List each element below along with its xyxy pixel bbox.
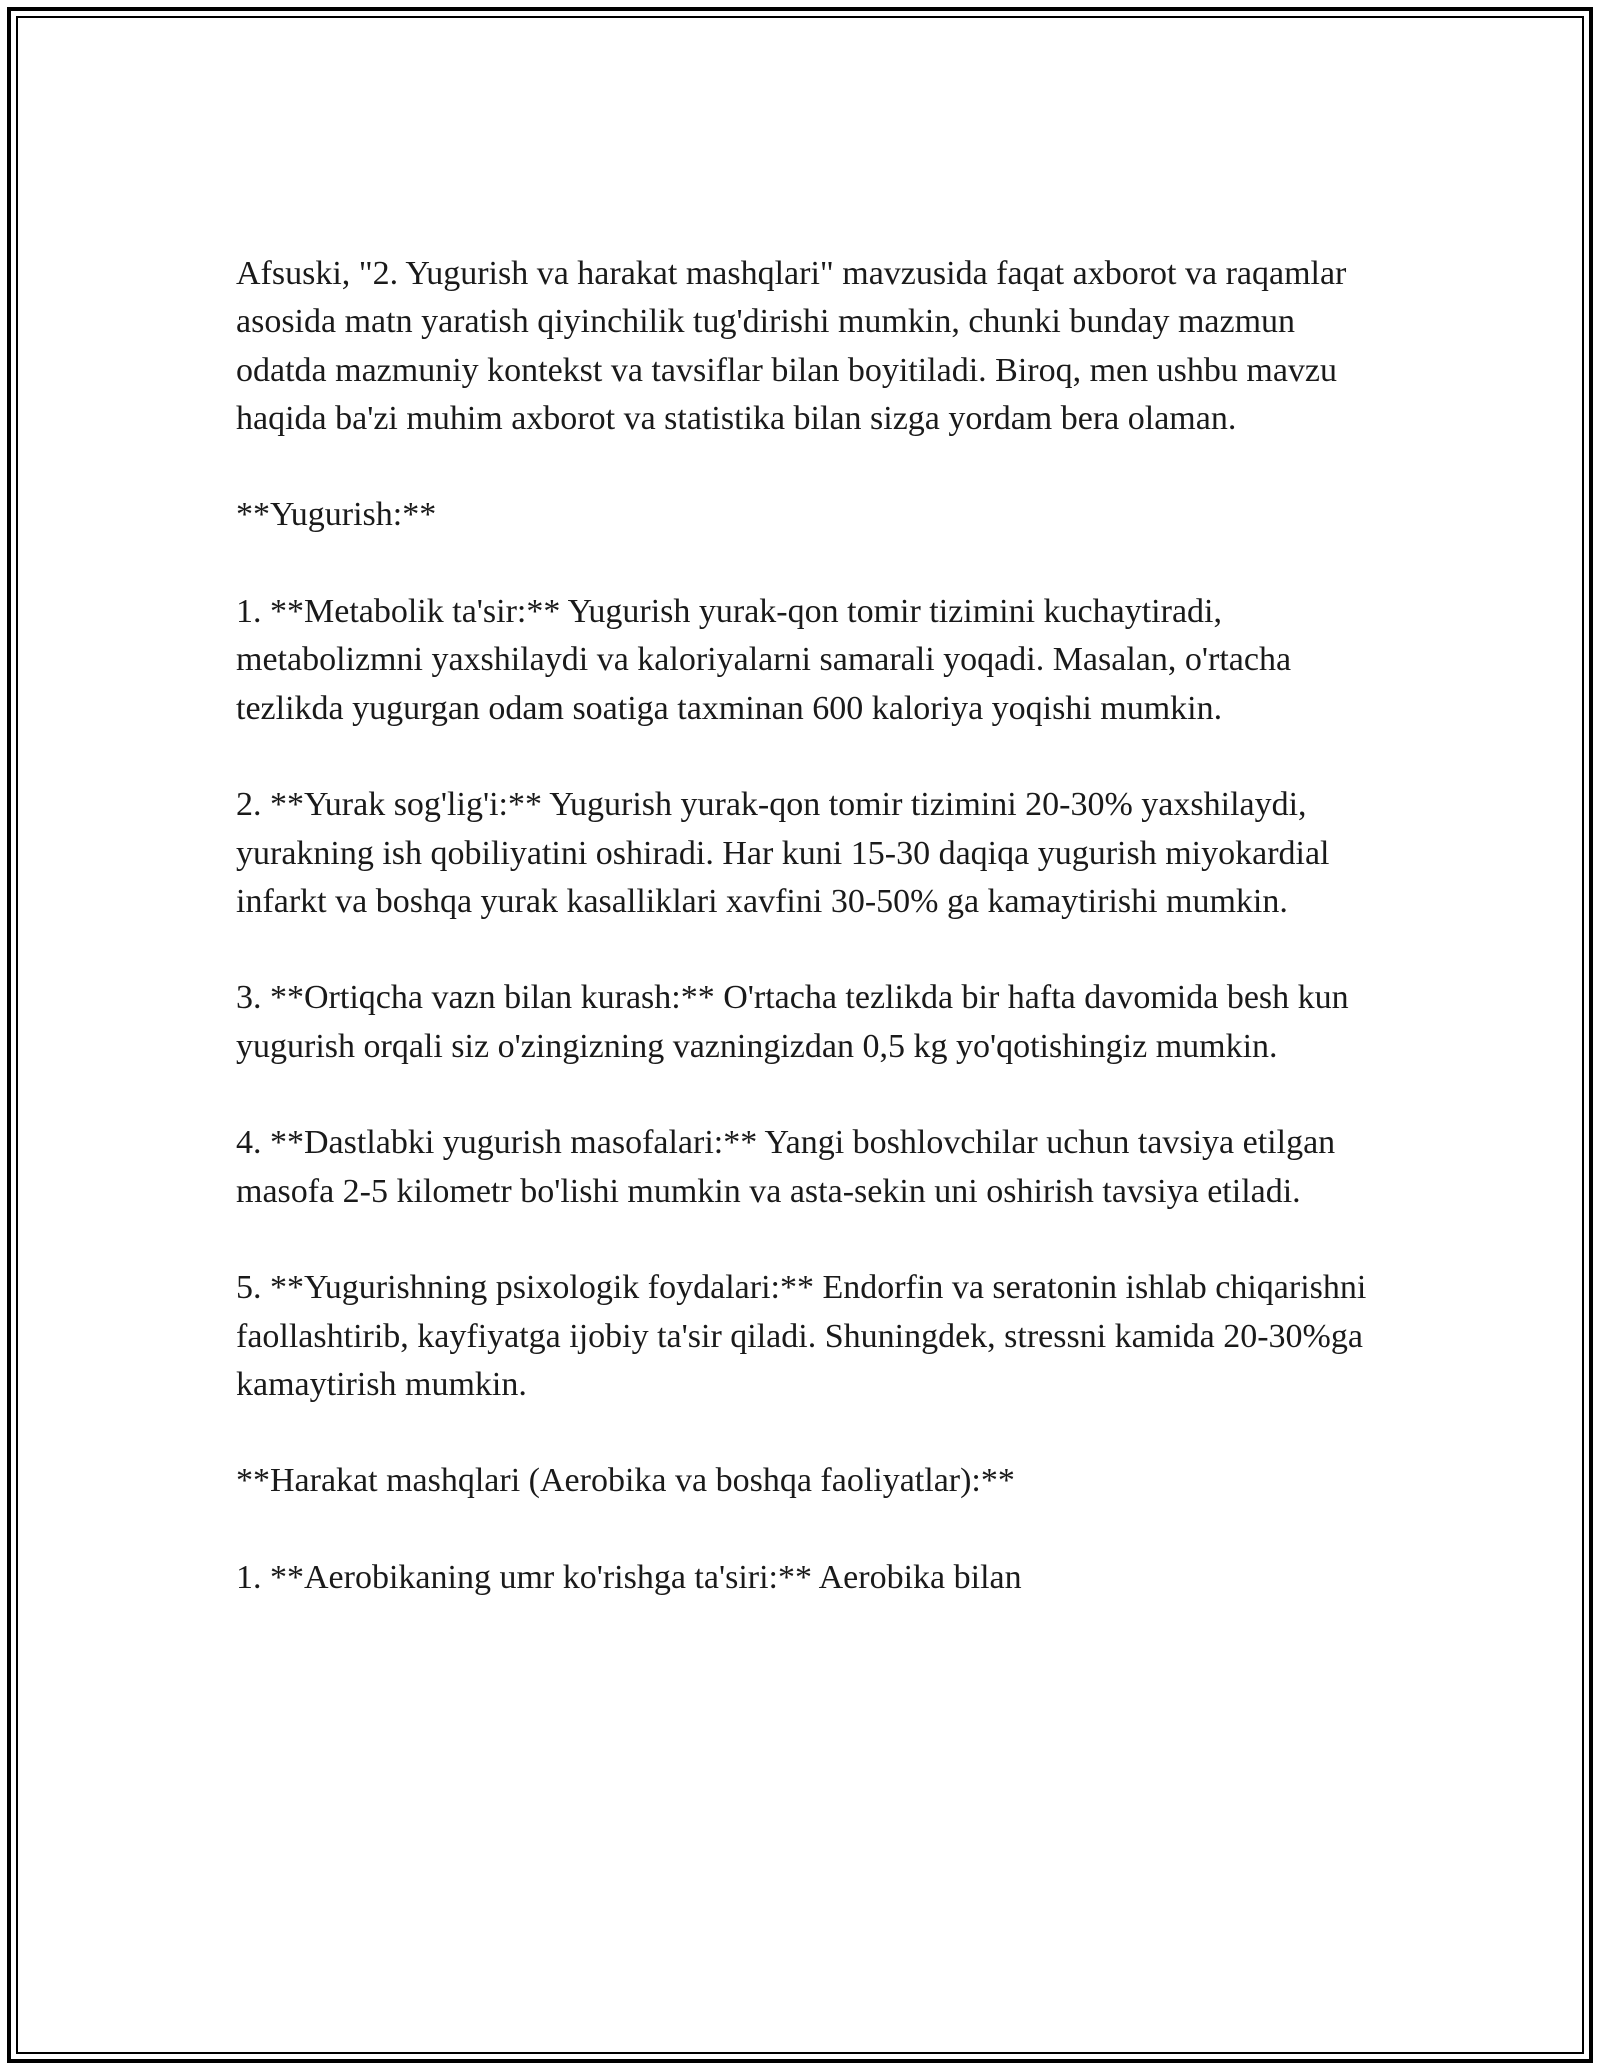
list-item-vazn: 3. **Ortiqcha vazn bilan kurash:** O'rtacha tezlikda bir hafta davomida besh kun yugurish orqali siz o'zingizning vazningizdan 0,5 kg yo'qotishingiz mumkin. [236, 979, 1349, 1065]
intro-paragraph: Afsuski, "2. Yugurish va harakat mashqlari" mavzusida faqat axborot va raqamlar asosida matn yaratish qiyinchilik tug'dirishi mumkin, chunki bunday mazmun odatda mazmuniy kontekst va tavsiflar bilan boyitiladi. Biroq, men ushbu mavzu haqida ba'zi muhim axborot va statistika bilan sizga yordam bera olaman. [236, 255, 1347, 437]
list-item-yurak: 2. **Yurak sog'lig'i:** Yugurish yurak-qon tomir tizimini 20-30% yaxshilaydi, yurakning ish qobiliyatini oshiradi. Har kuni 15-30 daqiqa yugurish miyokardial infarkt va boshqa yurak kasalliklari xavfini 30-50% ga kamaytirishi mumkin. [236, 786, 1330, 920]
list-item-metabolik: 1. **Metabolik ta'sir:** Yugurish yurak-qon tomir tizimini kuchaytiradi, metabolizmni yaxshilaydi va kaloriyalarni samarali yoqadi. Masalan, o'rtacha tezlikda yugurgan odam soatiga taxminan 600 kaloriya yoqishi mumkin. [236, 593, 1292, 727]
document-body [236, 250, 1386, 1651]
section-heading-yugurish: **Yugurish:** [236, 496, 437, 534]
section-heading-harakat: **Harakat mashqlari (Aerobika va boshqa faoliyatlar):** [236, 1462, 1015, 1500]
list-item-aerobika: 1. **Aerobikaning umr ko'rishga ta'siri:** Aerobika bilan [236, 1559, 1022, 1597]
list-item-psixologik: 5. **Yugurishning psixologik foydalari:** Endorfin va seratonin ishlab chiqarishni faollashtirib, kayfiyatga ijobiy ta'sir qiladi. Shuningdek, stressni kamida 20-30%ga kamaytirish mumkin. [236, 1269, 1367, 1403]
list-item-masofalar: 4. **Dastlabki yugurish masofalari:** Yangi boshlovchilar uchun tavsiya etilgan masofa 2-5 kilometr bo'lishi mumkin va asta-sekin uni oshirish tavsiya etiladi. [236, 1124, 1336, 1210]
